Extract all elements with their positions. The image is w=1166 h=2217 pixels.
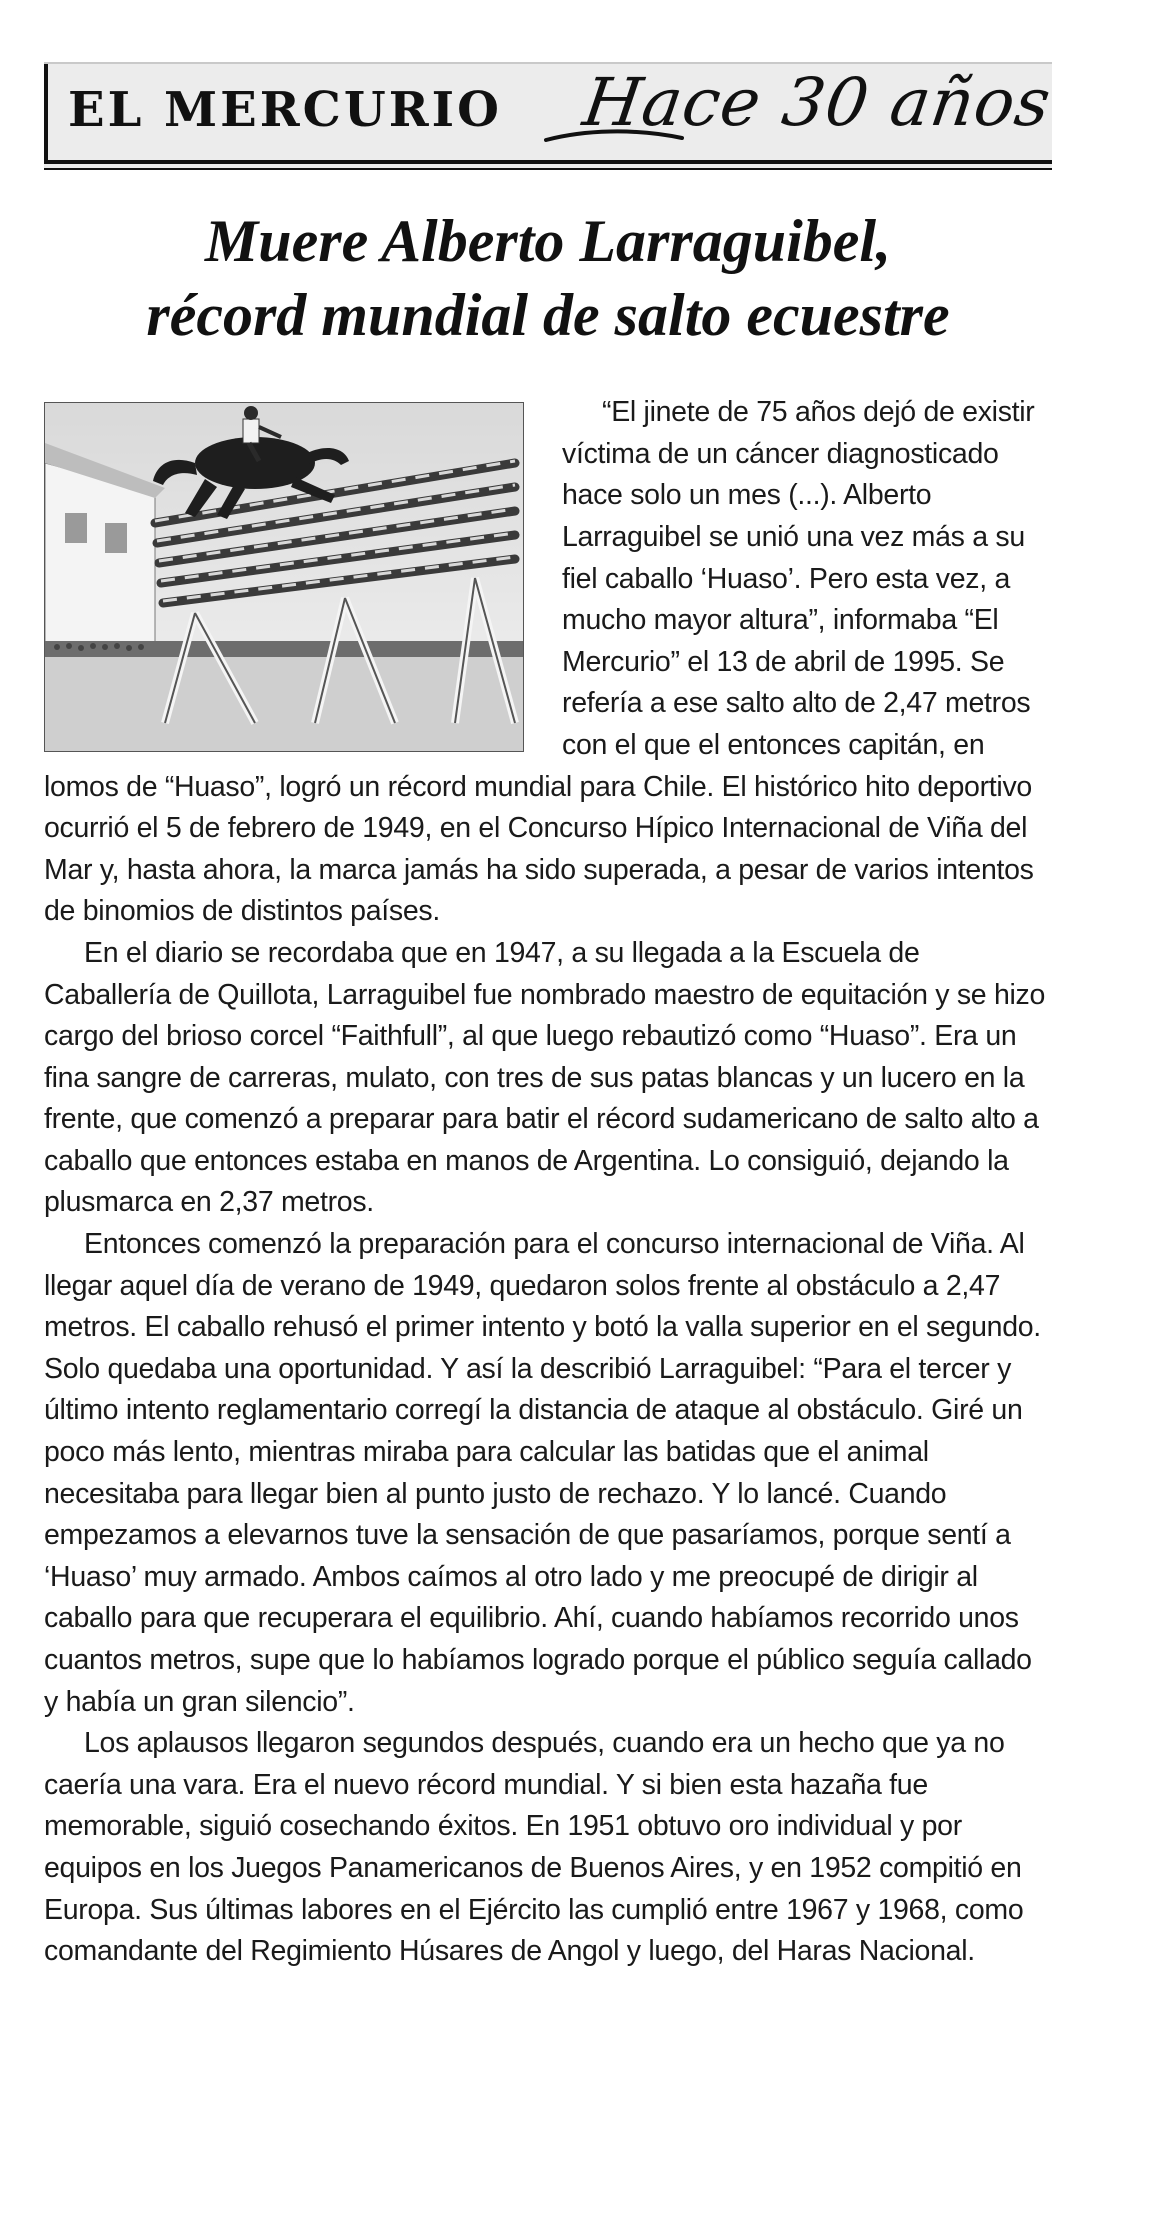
headline-line-2: récord mundial de salto ecuestre [146,282,950,348]
masthead-rule [44,160,1052,164]
article-paragraph: En el diario se recordaba que en 1947, a su llegada a la Escuela de Caballería de Quillota, Larraguibel fue nombrado maestro de equitación y se hizo cargo del brioso corcel “Faithfull”, al que luego rebautizó como “Huaso”. Era un fina sangre de carreras, mulato, con tres de sus patas blancas y un lucero en la frente, que comenzó a preparar para batir el récord sudamericano de salto alto a caballo que entonces estaba en manos de Argentina. Lo consiguió, dejando la plusmarca en 2,37 metros. [44,936,1046,1219]
headline [44,204,1052,352]
article-paragraph: “El jinete de 75 años dejó de existir víctima de un cáncer diagnosticado hace solo un mes (...). Alberto Larraguibel se unió una vez más a su fiel caballo ‘Huaso’. Pero esta vez, a mucho mayor altura”, informaba “El Mercurio” el 13 de abril de 1995. Se refería a ese salto alto de 2,47 metros con el que el entonces capitán, en lomos de “Huaso”, logró un récord mundial para Chile. El histórico hito deportivo ocurrió el 5 de febrero de 1949, en el Concurso Hípico Internacional de Viña del Mar y, hasta ahora, la marca jamás ha sido superada, a pesar de varios intentos de binomios de distintos países. [44,396,1035,928]
headline-line-1: Muere Alberto Larraguibel, [204,208,892,274]
article-paragraph: Los aplausos llegaron segundos después, cuando era un hecho que ya no caería una vara. Era el nuevo récord mundial. Y si bien esta hazaña fue memorable, siguió cosechando éxitos. En 1951 obtuvo oro individual y por equipos en los Juegos Panamericanos de Buenos Aires, y en 1952 compitió en Europa. Sus últimas labores en el Ejército las cumplió entre 1967 y 1968, como comandante del Regimiento Húsares de Angol y luego, del Haras Nacional. [44,1727,1024,1968]
horse-jump-illustration [45,403,523,751]
masthead [44,62,1056,170]
newspaper-logo: EL MERCURIO [68,82,502,138]
horse-jump-photo [44,402,524,752]
article-paragraph: Entonces comenzó la preparación para el concurso internacional de Viña. Al llegar aquel día de verano de 1949, quedaron solos frente al obstáculo a 2,47 metros. El caballo rehusó el primer intento y botó la valla superior en el segundo. Solo quedaba una oportunidad. Y así la describió Larraguibel: “Para el tercer y último intento reglamentario corregí la distancia de ataque al obstáculo. Giré un poco más lento, mientras miraba para calcular las batidas que el animal necesitaba para llegar bien al punto justo de rechazo. Y lo lancé. Cuando empezamos a elevarnos tuve la sensación de que pasaríamos, porque sentí a ‘Huaso’ muy armado. Ambos caímos al otro lado y me preocupé de dirigir al caballo para que recuperara el equilibrio. Ahí, cuando habíamos recorrido unos cuantos metros, supe que lo habíamos logrado porque el público seguía callado y había un gran silencio”. [44,1228,1041,1718]
article-body [44,392,1052,1973]
article-page [44,62,1056,1973]
masthead-rule-thin [44,168,1052,170]
masthead-left-rule [44,64,48,164]
section-tagline: Hace 30 años [578,64,1056,141]
